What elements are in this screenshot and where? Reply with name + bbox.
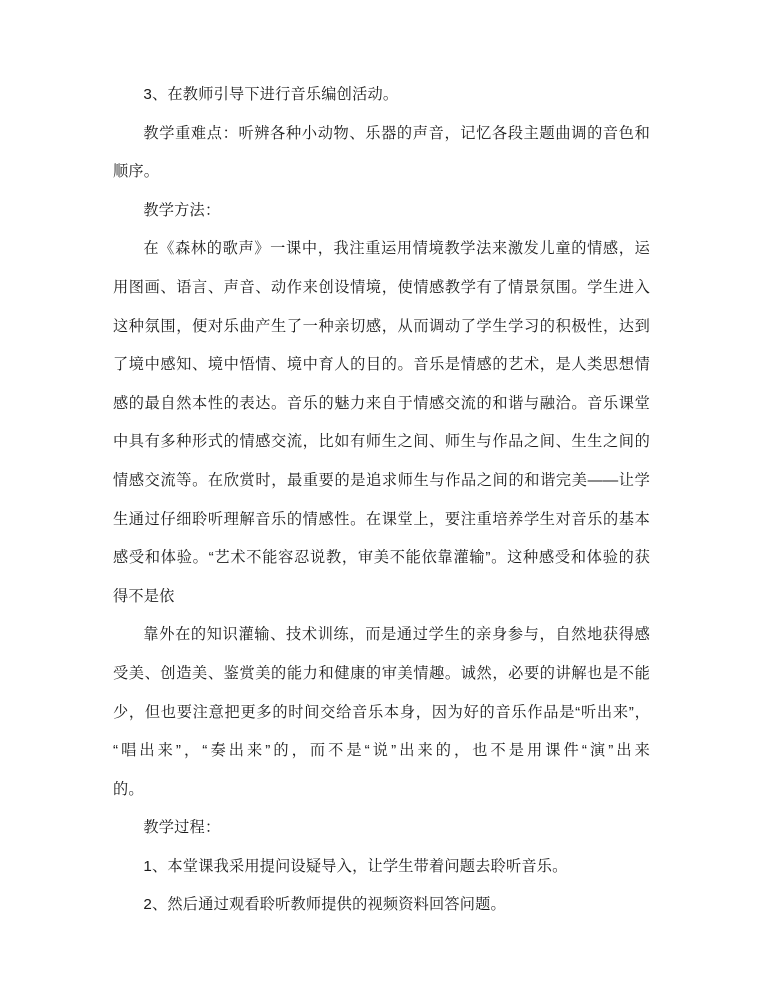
text-line: 3、在教师引导下进行音乐编创活动。 <box>143 86 399 103</box>
text-line: 生通过仔细聆听理解音乐的情感性。在课堂上，要注重培养学生对音乐的基本 <box>113 510 650 528</box>
text-line: 受美、创造美、鉴赏美的能力和健康的审美情趣。诚然，必要的讲解也是不能 <box>113 664 650 682</box>
text-line: 感的最自然本性的表达。音乐的魅力来自于情感交流的和谐与融洽。音乐课堂 <box>113 394 650 412</box>
text-line: 顺序。 <box>113 163 160 181</box>
document-body <box>113 76 650 925</box>
text-line: 感受和体验。“艺术不能容忍说教，审美不能依靠灌输”。这种感受和体验的获 <box>113 549 650 567</box>
text-line: 中具有多种形式的情感交流，比如有师生之间、师生与作品之间、生生之间的 <box>113 433 650 451</box>
text-line: 1、本堂课我采用提问设疑导入，让学生带着问题去聆听音乐。 <box>143 857 568 875</box>
text-line: 靠外在的知识灌输、技术训练，而是通过学生的亲身参与，自然地获得感 <box>143 626 650 644</box>
text-line: 在《森林的歌声》一课中，我注重运用情境教学法来激发儿童的情感，运 <box>143 240 650 258</box>
text-line: 少，但也要注意把更多的时间交给音乐本身，因为好的音乐作品是“听出来”， <box>113 703 650 721</box>
text-line: 得不是依 <box>113 587 175 605</box>
text-line: 的。 <box>113 780 144 798</box>
text-line: “唱出来”，“奏出来”的，而不是“说”出来的，也不是用课件“演”出来 <box>113 742 650 760</box>
text-line: 教学过程： <box>143 819 221 837</box>
text-line: 教学重难点：听辨各种小动物、乐器的声音，记忆各段主题曲调的音色和 <box>143 124 650 142</box>
text-line: 教学方法： <box>143 201 221 219</box>
text-line: 2、然后通过观看聆听教师提供的视频资料回答问题。 <box>143 896 506 914</box>
text-line: 这种氛围，便对乐曲产生了一种亲切感，从而调动了学生学习的积极性，达到 <box>113 317 650 335</box>
text-line: 了境中感知、境中悟情、境中育人的目的。音乐是情感的艺术，是人类思想情 <box>113 356 650 374</box>
text-line: 情感交流等。在欣赏时，最重要的是追求师生与作品之间的和谐完美——让学 <box>113 471 650 489</box>
text-line: 用图画、语言、声音、动作来创设情境，使情感教学有了情景氛围。学生进入 <box>113 278 650 296</box>
